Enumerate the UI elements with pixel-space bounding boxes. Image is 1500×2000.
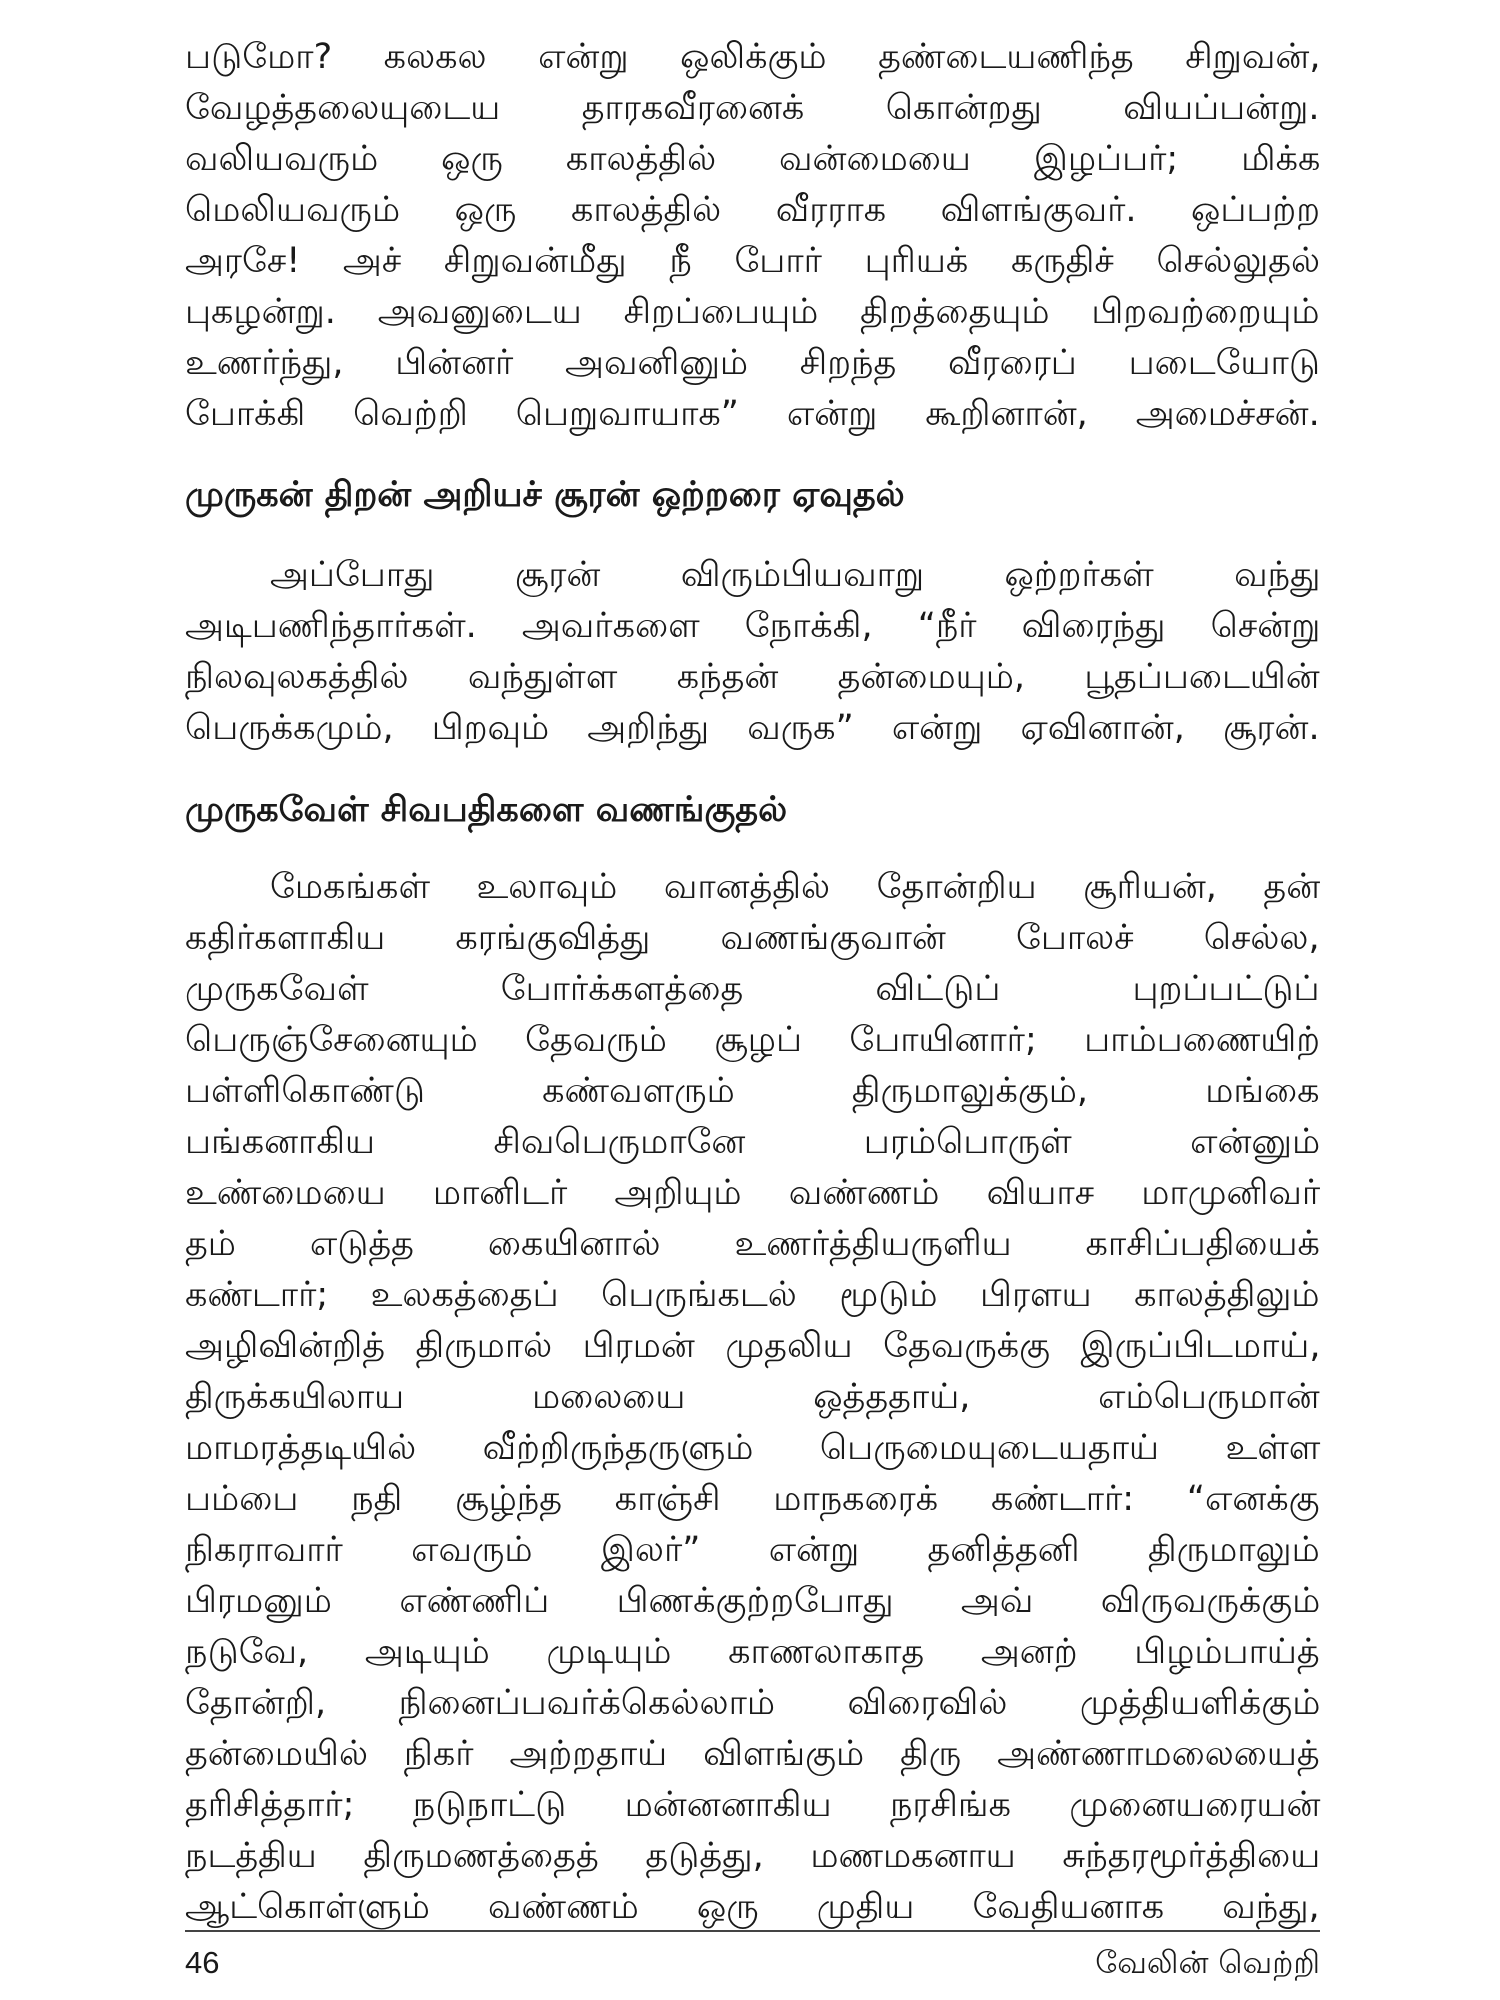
text-line: மாமரத்தடியில் வீற்றிருந்தருளும் பெருமையுடையதாய் உள்ள [185,1428,1321,1468]
text-line: பெருக்கமும், பிறவும் அறிந்து வருக” என்று ஏவினான், சூரன். [185,708,1320,748]
text-line: உணர்ந்து, பின்னர் அவனினும் சிறந்த வீரரைப் படையோடு [185,343,1320,383]
section-heading-shrines: முருகவேள் சிவபதிகளை வணங்குதல் [185,790,788,830]
text-line: மெலியவரும் ஒரு காலத்தில் வீரராக விளங்குவர். ஒப்பற்ற [185,190,1321,230]
paragraph-2 [185,550,1320,754]
text-line: பிரமனும் எண்ணிப் பிணக்குற்றபோது அவ் விருவருக்கும் [185,1581,1321,1621]
text-line: படுமோ? கலகல என்று ஒலிக்கும் தண்டையணிந்த சிறுவன், [185,37,1321,77]
text-line: வேழத்தலையுடைய தாரகவீரனைக் கொன்றது வியப்பன்று. [185,88,1320,128]
text-line: கதிர்களாகிய கரங்குவித்து வணங்குவான் போலச் செல்ல, [185,918,1320,958]
text-line: அரசே! அச் சிறுவன்மீது நீ போர் புரியக் கருதிச் செல்லுதல் [185,241,1321,281]
text-line: போக்கி வெற்றி பெறுவாயாக” என்று கூறினான், அமைச்சன். [185,394,1320,434]
text-line: நிலவுலகத்தில் வந்துள்ள கந்தன் தன்மையும், பூதப்படையின் [185,657,1320,697]
text-line: தன்மையில் நிகர் அற்றதாய் விளங்கும் திரு அண்ணாமலையைத் [185,1734,1320,1774]
footer-divider [185,1930,1320,1932]
paragraph-3 [185,862,1320,1933]
text-line: உண்மையை மானிடர் அறியும் வண்ணம் வியாச மாமுனிவர் [185,1173,1321,1213]
text-line: அடிபணிந்தார்கள். அவர்களை நோக்கி, “நீர் விரைந்து சென்று [185,606,1321,646]
text-line: பெருஞ்சேனையும் தேவரும் சூழப் போயினார்; பாம்பணையிற் [185,1020,1321,1060]
text-line: புகழன்று. அவனுடைய சிறப்பையும் திறத்தையும் பிறவற்றையும் [185,292,1320,332]
page-number: 46 [185,1945,220,1980]
text-line: பங்கனாகிய சிவபெருமானே பரம்பொருள் என்னும் [185,1122,1321,1162]
text-line: முருகவேள் போர்க்களத்தை விட்டுப் புறப்பட்டுப் [185,969,1320,1009]
book-title: வேலின் வெற்றி [1095,1945,1320,1981]
text-line: ஆட்கொள்ளும் வண்ணம் ஒரு முதிய வேதியனாக வந்து, [185,1887,1320,1927]
section-heading-spies: முருகன் திறன் அறியச் சூரன் ஒற்றரை ஏவுதல் [185,475,905,515]
paragraph-1 [185,32,1320,440]
text-line: மேகங்கள் உலாவும் வானத்தில் தோன்றிய சூரியன், தன் [270,867,1321,907]
text-line: அழிவின்றித் திருமால் பிரமன் முதலிய தேவருக்கு இருப்பிடமாய், [185,1326,1321,1366]
text-line: பம்பை நதி சூழ்ந்த காஞ்சி மாநகரைக் கண்டார்: “எனக்கு [185,1479,1320,1519]
text-line: தம் எடுத்த கையினால் உணர்த்தியருளிய காசிப்பதியைக் [185,1224,1320,1264]
text-line: தோன்றி, நினைப்பவர்க்கெல்லாம் விரைவில் முத்தியளிக்கும் [185,1683,1321,1723]
text-line: வலியவரும் ஒரு காலத்தில் வன்மையை இழப்பர்; மிக்க [185,139,1321,179]
text-line: நிகராவார் எவரும் இலர்” என்று தனித்தனி திருமாலும் [185,1530,1320,1570]
text-line: நடுவே, அடியும் முடியும் காணலாகாத அனற் பிழம்பாய்த் [185,1632,1320,1672]
text-line: பள்ளிகொண்டு கண்வளரும் திருமாலுக்கும், மங்கை [185,1071,1320,1111]
text-line: அப்போது சூரன் விரும்பியவாறு ஒற்றர்கள் வந்து [270,555,1321,595]
text-line: கண்டார்; உலகத்தைப் பெருங்கடல் மூடும் பிரளய காலத்திலும் [185,1275,1320,1315]
text-line: தரிசித்தார்; நடுநாட்டு மன்னனாகிய நரசிங்க முனையரையன் [185,1785,1321,1825]
text-line: திருக்கயிலாய மலையை ஒத்ததாய், எம்பெருமான் [185,1377,1320,1417]
text-line: நடத்திய திருமணத்தைத் தடுத்து, மணமகனாய சுந்தரமூர்த்தியை [185,1836,1321,1876]
